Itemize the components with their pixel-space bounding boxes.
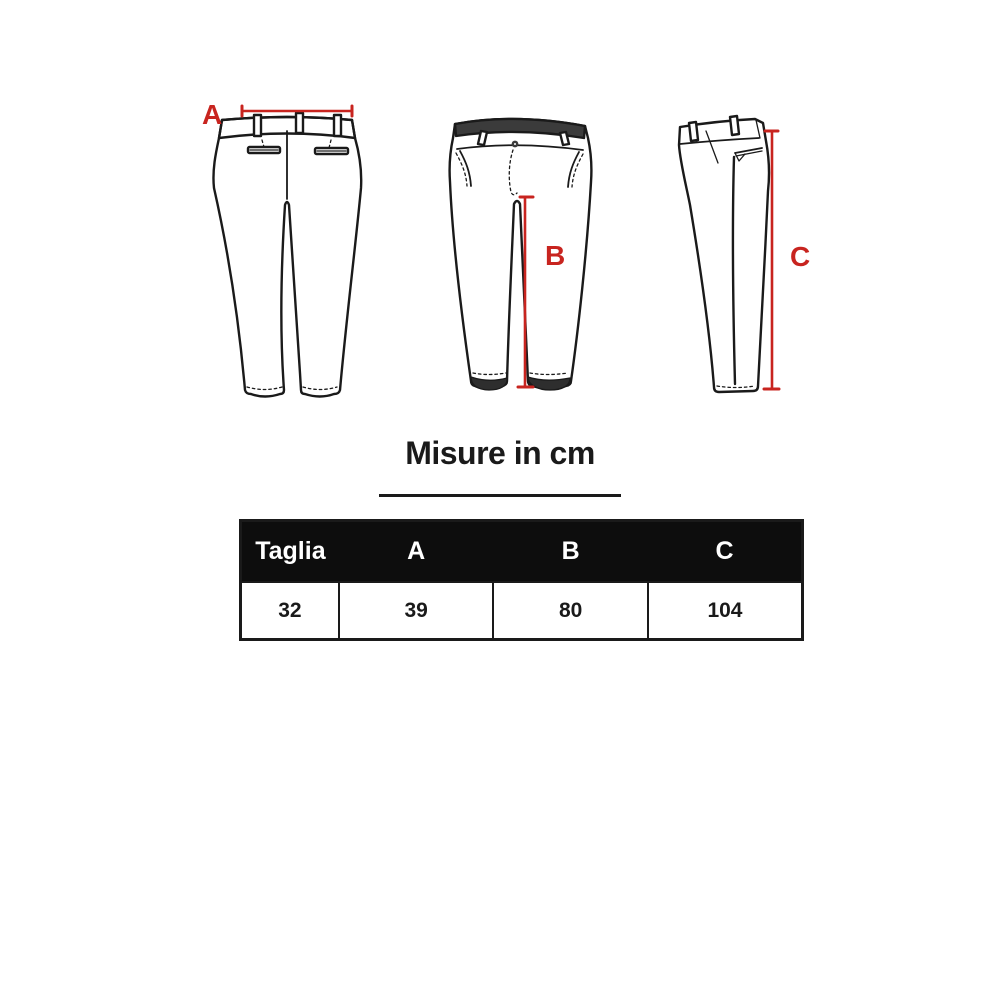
belt-loop	[296, 113, 303, 133]
pants-side-view-drawing	[660, 105, 800, 405]
measure-label-c: C	[790, 241, 811, 272]
belt-loop	[334, 115, 341, 136]
belt-loop	[254, 115, 261, 136]
size-table-header-row	[241, 521, 803, 583]
col-header-b: B	[493, 521, 648, 583]
size-value-taglia: 32	[241, 582, 339, 640]
belt-loop	[730, 116, 739, 135]
col-header-c: C	[648, 521, 803, 583]
pants-side-silhouette	[679, 119, 769, 392]
pants-back-view-drawing	[200, 100, 370, 400]
col-header-a: A	[339, 521, 494, 583]
size-value-a: 39	[339, 582, 494, 640]
size-value-c: 104	[648, 582, 803, 640]
size-chart-title: Misure in cm	[405, 435, 595, 471]
measure-label-b: B	[545, 240, 566, 271]
title-block	[0, 436, 1000, 497]
col-header-taglia: Taglia	[241, 521, 339, 583]
pants-front-view-drawing	[440, 100, 600, 400]
title-underline	[379, 494, 621, 497]
belt-loop	[478, 131, 487, 145]
pants-front-silhouette	[450, 119, 592, 389]
size-table	[239, 519, 804, 641]
size-value-b: 80	[493, 582, 648, 640]
size-table-row	[241, 582, 803, 640]
belt-loop	[689, 122, 698, 141]
belt-loop	[560, 132, 569, 145]
measure-label-a: A	[202, 99, 223, 130]
